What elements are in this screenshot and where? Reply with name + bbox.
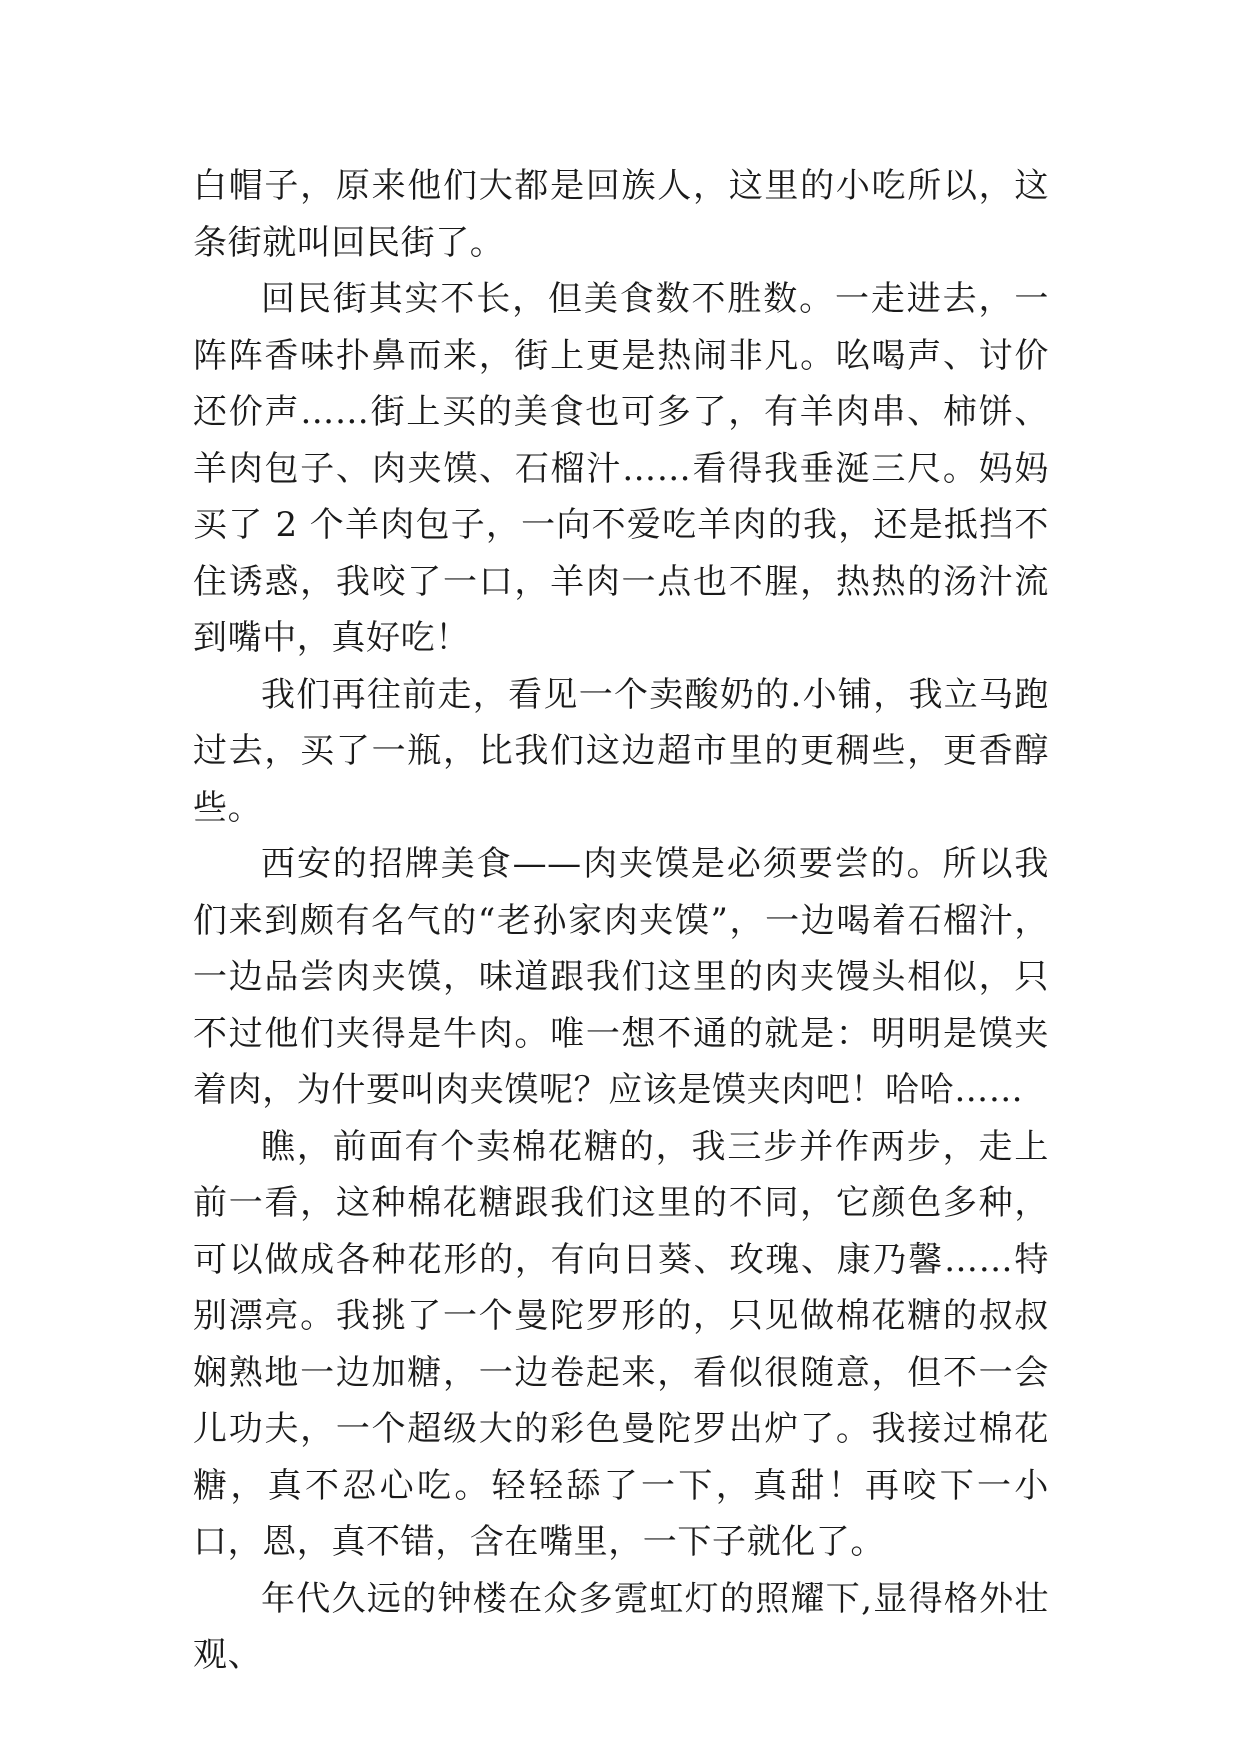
paragraph-hui-street: 回民街其实不长，但美食数不胜数。一走进去，一阵阵香味扑鼻而来，街上更是热闹非凡。吆喝声、讨价还价声……街上买的美食也可多了，有羊肉串、柿饼、羊肉包子、肉夹馍、石榴汁……看得我垂涎三尺。妈妈买了 2 个羊肉包子，一向不爱吃羊肉的我，还是抵挡不住诱惑，我咬了一口，羊肉一点也不腥，热热的汤汁流到嘴中，真好吃！ [193,279,1049,658]
paragraph-continuation: 白帽子，原来他们大都是回族人，这里的小吃所以，这条街就叫回民街了。 [193,166,1049,263]
paragraph-cotton-candy: 瞧，前面有个卖棉花糖的，我三步并作两步，走上前一看，这种棉花糖跟我们这里的不同，它颜色多种，可以做成各种花形的，有向日葵、玫瑰、康乃馨……特别漂亮。我挑了一个曼陀罗形的，只见做棉花糖的叔叔娴熟地一边加糖，一边卷起来，看似很随意，但不一会儿功夫，一个超级大的彩色曼陀罗出炉了。我接过棉花糖，真不忍心吃。轻轻舔了一下，真甜！再咬下一小口，恩，真不错，含在嘴里，一下子就化了。 [193,1126,1049,1562]
paragraph-bell-tower: 年代久远的钟楼在众多霓虹灯的照耀下,显得格外壮观、 [193,1578,1049,1675]
document-body [193,158,1049,1684]
paragraph-yogurt-shop: 我们再往前走，看见一个卖酸奶的.小铺，我立马跑过去，买了一瓶，比我们这边超市里的更稠些，更香醇些。 [193,674,1049,828]
paragraph-roujiamo: 西安的招牌美食——肉夹馍是必须要尝的。所以我们来到颇有名气的“老孙家肉夹馍”，一边喝着石榴汁，一边品尝肉夹馍，味道跟我们这里的肉夹馒头相似，只不过他们夹得是牛肉。唯一想不通的就是：明明是馍夹着肉，为什要叫肉夹馍呢？应该是馍夹肉吧！哈哈…… [193,844,1049,1110]
